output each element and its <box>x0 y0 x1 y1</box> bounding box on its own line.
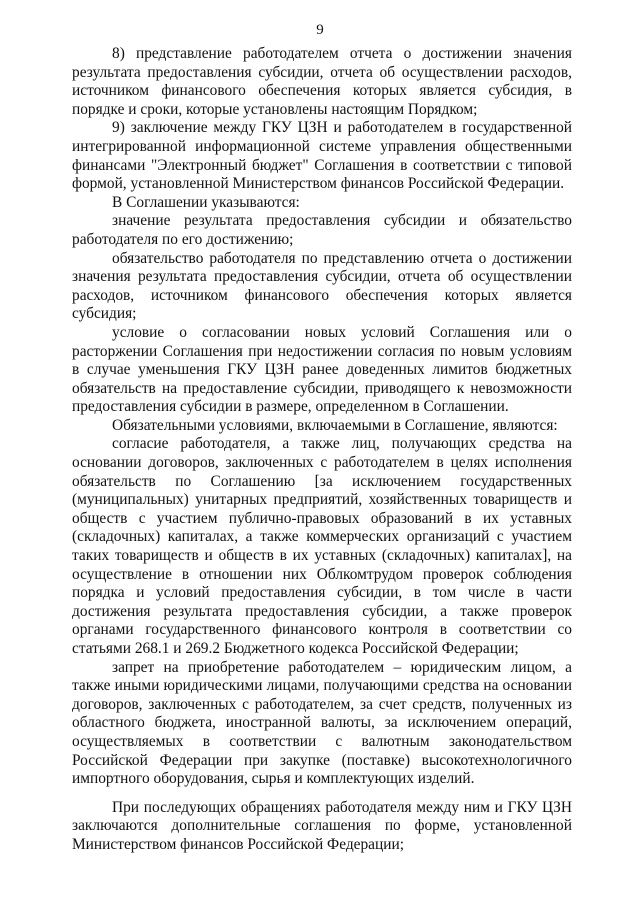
agreement-intro: В Соглашении указываются: <box>112 193 300 211</box>
agreement-termination-condition: условие о согласовании новых условий Соглашения или о расторжении Соглашения при недостижении согласия по новым условиям в случае уменьшения ГКУ ЦЗН ранее доведенных лимитов бюджетных обязательств на предоставление субсидии, приводящего к невозможности предоставления субсидии в размере, определенном в Соглашении. <box>72 323 572 416</box>
page-number: 9 <box>316 22 324 38</box>
paragraph-item-8: 8) представление работодателем отчета о достижении значения результата предоставления субсидии, отчета об осуществлении расходов, источником финансового обеспечения которых является субсидия, в порядке и сроки, которые установлены настоящим Порядком; <box>72 45 572 118</box>
mandatory-condition-currency-ban: запрет на приобретение работодателем – юридическим лицом, а также иными юридическими лицами, получающими средства на основании договоров, заключенных с работодателем, за счет средств, полученных из областного бюджета, иностранной валюты, за исключением операций, осуществляемых в соответствии с валютным законодательством Российской Федерации при закупке (поставке) высокотехнологичного импортного оборудования, сырья и комплектующих изделий. <box>72 658 572 788</box>
paragraph-item-9: 9) заключение между ГКУ ЦЗН и работодателем в государственной интегрированной информационной системе управления общественными финансами "Электронный бюджет" Соглашения в соответствии с типовой формой, установленной Министерством финансов Российской Федерации. <box>72 119 572 193</box>
agreement-report-obligation: обязательство работодателя по представлению отчета о достижении значения результата предоставления субсидии, отчета об осуществлении расходов, источником финансового обеспечения которых является субсидия; <box>72 249 572 323</box>
agreement-result-value: значение результата предоставления субсидии и обязательство работодателя по его достижению; <box>72 212 572 248</box>
mandatory-condition-consent: согласие работодателя, а также лиц, получающих средства на основании договоров, заключенных с работодателем в целях исполнения обязательств по Соглашению [за исключением государственных (муниципальных) унитарных предприятий, хозяйственных товариществ и обществ с участием публично-правовых образований в их уставных (складочных) капиталах, а также коммерческих организаций с участием таких товариществ и обществ в их уставных (складочных) капиталах], на осуществление в отношении них Облкомтрудом проверок соблюдения порядка и условий предоставления субсидии, в том числе в части достижения результата предоставления субсидии, а также проверок органами государственного финансового контроля в соответствии со статьями 268.1 и 269.2 Бюджетного кодекса Российской Федерации; <box>72 435 572 657</box>
document-body <box>72 45 572 855</box>
additional-agreements: При последующих обращениях работодателя между ним и ГКУ ЦЗН заключаются дополнительные соглашения по форме, установленной Министерством финансов Российской Федерации; <box>72 798 572 853</box>
mandatory-conditions-intro: Обязательными условиями, включаемыми в Соглашение, являются: <box>112 416 558 434</box>
